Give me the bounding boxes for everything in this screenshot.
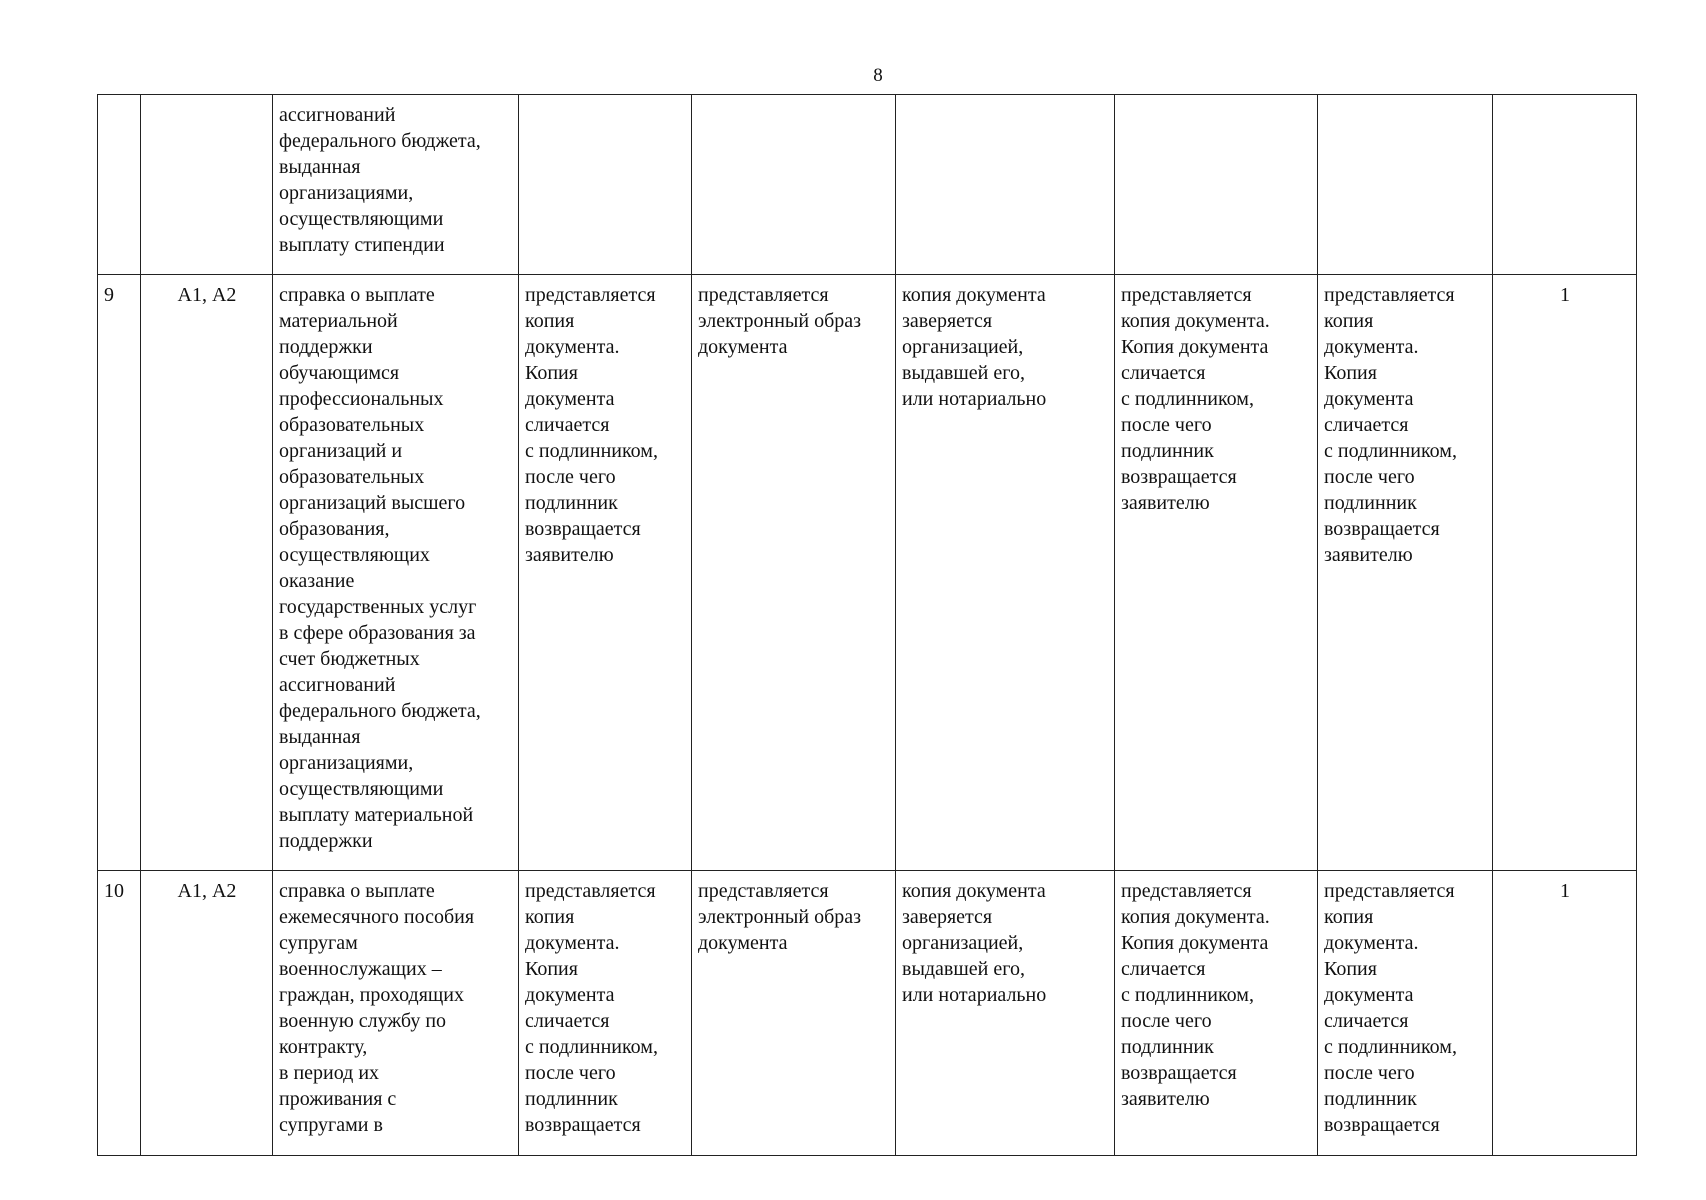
submission-in-person-cell (519, 275, 692, 871)
table-row (98, 95, 1637, 275)
document-name: ассигнований федерального бюджета, выданная организациями, осуществляющими выплату стипендии (279, 104, 481, 256)
row-number-cell (98, 871, 141, 1156)
copies-count-cell (1493, 871, 1637, 1156)
submission-other: представляется копия документа. Копия документа сличается с подлинником, после чего подлинник возвращается (1324, 880, 1457, 1136)
applicant-codes-cell (141, 275, 273, 871)
submission-other: представляется копия документа. Копия документа сличается с подлинником, после чего подлинник возвращается заявителю (1324, 284, 1457, 566)
submission-electronic-cell (692, 95, 896, 275)
copies-count-cell (1493, 95, 1637, 275)
submission-mfc-cell (1115, 871, 1318, 1156)
row-number: 9 (104, 284, 114, 306)
copies-count: 1 (1560, 880, 1570, 902)
submission-electronic: представляется электронный образ документа (698, 284, 862, 358)
submission-by-mail-cell (896, 95, 1115, 275)
submission-other-cell (1318, 275, 1493, 871)
document-name-cell (273, 871, 519, 1156)
applicant-codes: А1, А2 (177, 284, 237, 306)
table-row (98, 871, 1637, 1156)
applicant-codes-cell (141, 871, 273, 1156)
submission-in-person: представляется копия документа. Копия документа сличается с подлинником, после чего подлинник возвращается (525, 880, 658, 1136)
page-number: 8 (873, 65, 883, 86)
row-number-cell (98, 275, 141, 871)
submission-in-person-cell (519, 95, 692, 275)
applicant-codes-cell (141, 95, 273, 275)
submission-mfc-cell (1115, 275, 1318, 871)
submission-mfc-cell (1115, 95, 1318, 275)
submission-electronic-cell (692, 871, 896, 1156)
submission-other-cell (1318, 95, 1493, 275)
submission-other-cell (1318, 871, 1493, 1156)
submission-by-mail-cell (896, 871, 1115, 1156)
table-row (98, 275, 1637, 871)
document-name: справка о выплате материальной поддержки обучающимся профессиональных образовательных организаций и образовательных организаций высшего образования, осуществляющих оказание государственных услуг в сфере образования за счет бюджетных ассигнований федерального бюджета, выданная организациями, осуществляющими выплату материальной поддержки (279, 284, 481, 852)
copies-count: 1 (1560, 284, 1570, 306)
documents-table (97, 94, 1637, 1156)
submission-by-mail: копия документа заверяется организацией, выдавшей его, или нотариально (902, 880, 1047, 1006)
row-number-cell (98, 95, 141, 275)
document-name: справка о выплате ежемесячного пособия супругам военнослужащих – граждан, проходящих военную службу по контракту, в период их проживания с супругами в (279, 880, 475, 1136)
submission-mfc: представляется копия документа. Копия документа сличается с подлинником, после чего подлинник возвращается заявителю (1121, 284, 1270, 514)
copies-count-cell (1493, 275, 1637, 871)
document-name-cell (273, 275, 519, 871)
submission-electronic: представляется электронный образ документа (698, 880, 862, 954)
submission-electronic-cell (692, 275, 896, 871)
submission-by-mail-cell (896, 275, 1115, 871)
submission-mfc: представляется копия документа. Копия документа сличается с подлинником, после чего подлинник возвращается заявителю (1121, 880, 1270, 1110)
row-number: 10 (104, 880, 124, 902)
submission-in-person-cell (519, 871, 692, 1156)
submission-by-mail: копия документа заверяется организацией, выдавшей его, или нотариально (902, 284, 1047, 410)
document-name-cell (273, 95, 519, 275)
submission-in-person: представляется копия документа. Копия документа сличается с подлинником, после чего подлинник возвращается заявителю (525, 284, 658, 566)
applicant-codes: А1, А2 (177, 880, 237, 902)
